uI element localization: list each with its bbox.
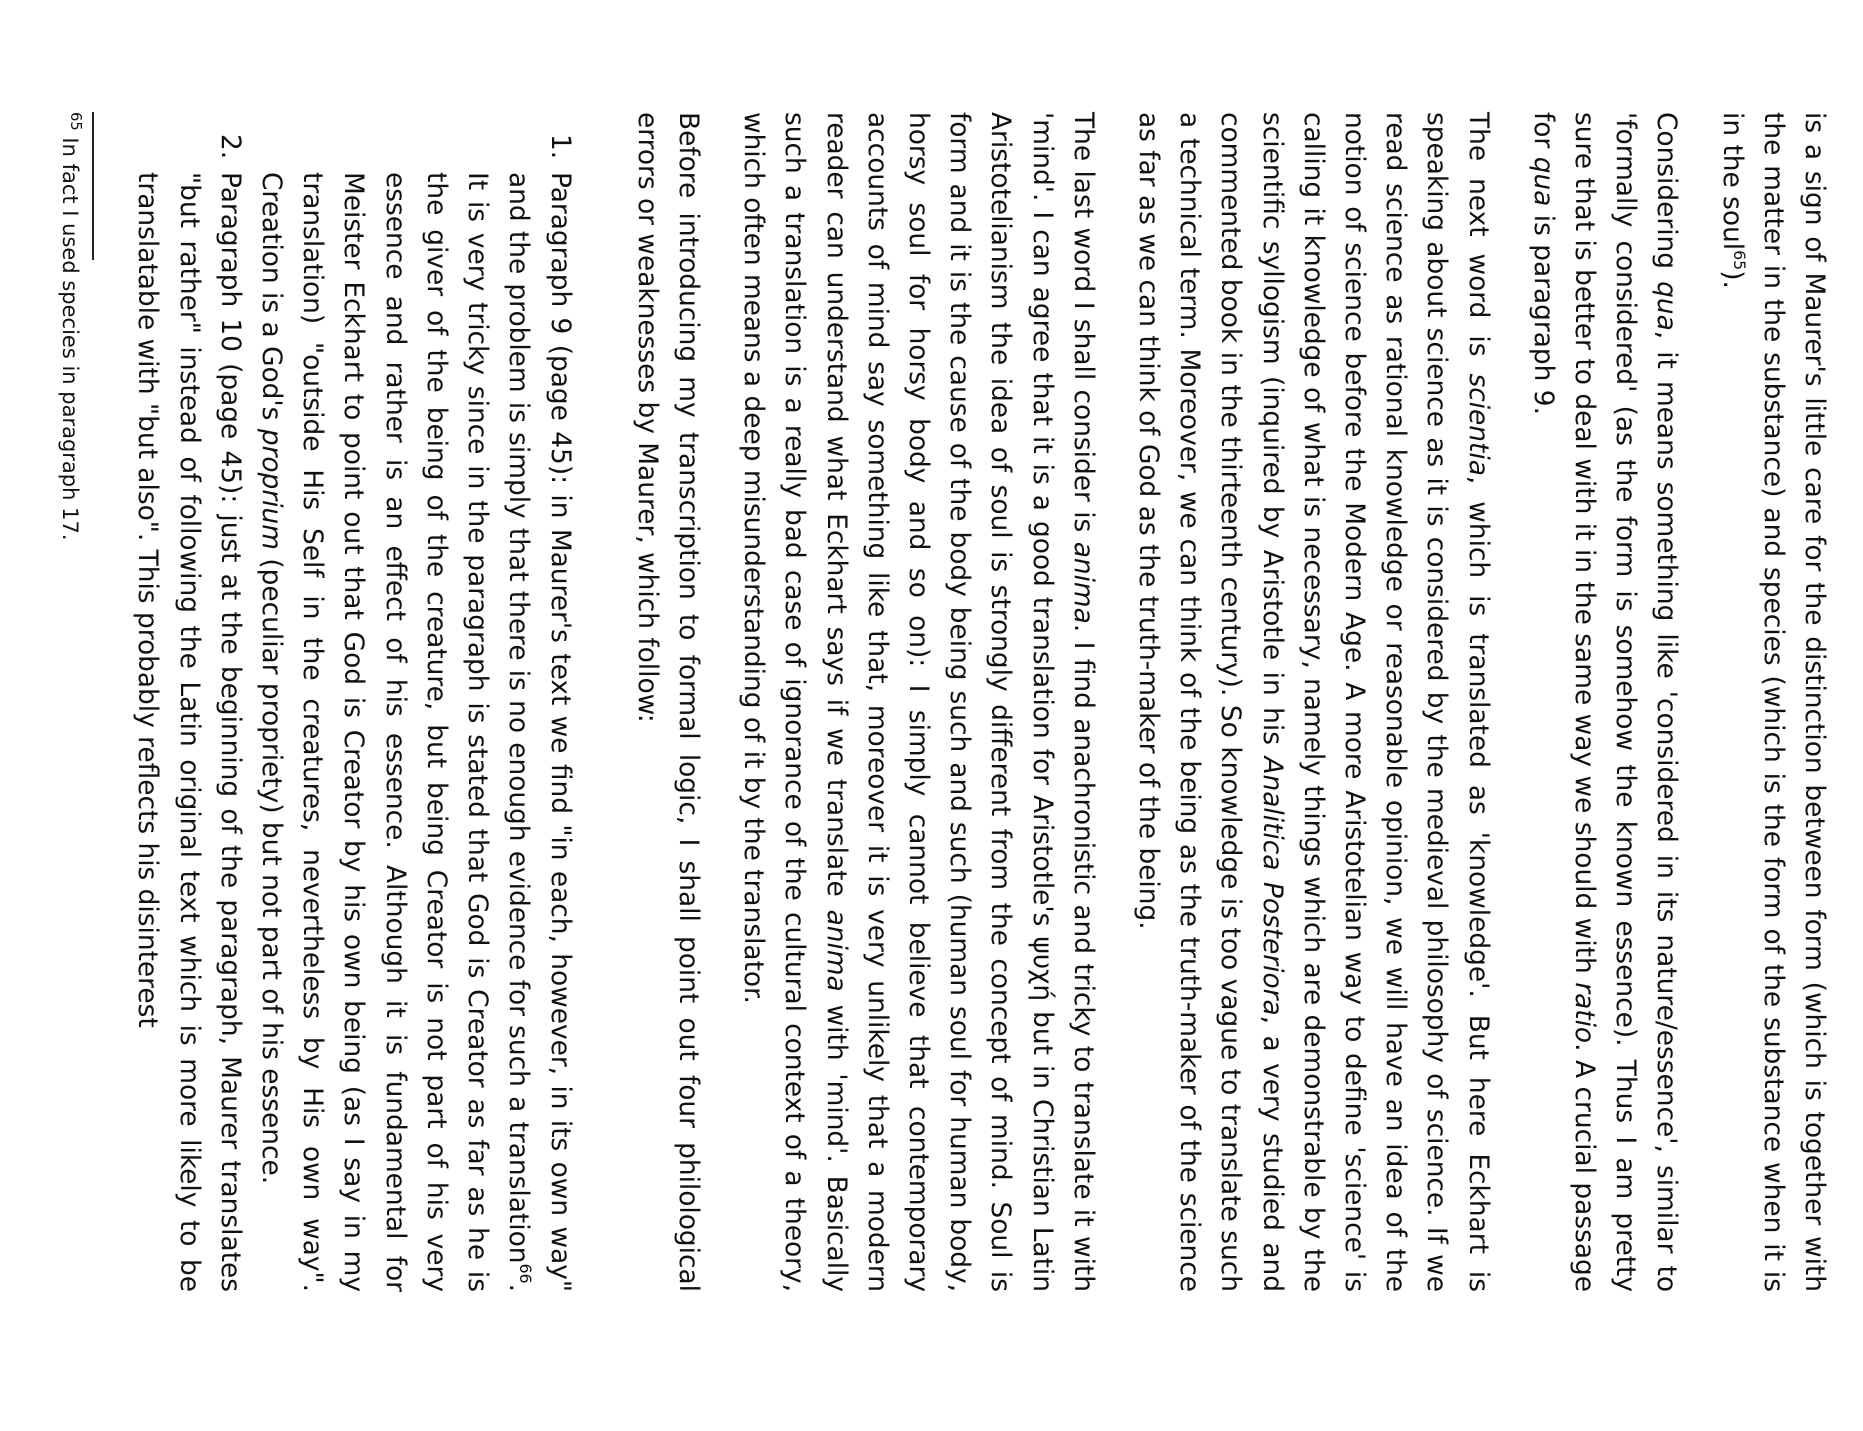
body-text bbox=[127, 112, 1835, 1292]
italic-term: proprium bbox=[256, 428, 288, 550]
italic-term: qua bbox=[1527, 156, 1559, 207]
text-span: . I find anachronistic and tricky to translate it with 'mind'. I can agree that it is a good translation for Aristotle's ψυχή but in Christian Latin Aristotelianism the idea of soul is strongly different from the concept of mind. Soul is form and it is the cause of the body being such and such (human soul for human body, horsy soul for horsy body and so on): I simply cannot believe that contemporary accounts of mind say something like that, moreover it is very unlikely that a modern reader can understand what Eckhart says if we translate bbox=[820, 112, 1099, 1292]
footnote-number: 65 bbox=[67, 112, 84, 131]
list-number: 2. bbox=[214, 134, 246, 160]
text-span: with 'mind'. Basically such a translation is a really bad case of ignorance of the cultural context of a theory, which often means a deep misunderstanding of it by the translator. bbox=[738, 112, 852, 1292]
text-span: The next word is bbox=[1462, 112, 1494, 374]
text-span: Paragraph 10 (page 45): just at the beginning of the paragraph, Maurer translates "but rather" instead of following the Latin original text which is more likely to be translatable with "but also". This probably reflects his disinterest bbox=[132, 172, 246, 1292]
errors-list bbox=[127, 112, 580, 1292]
text-span: Considering bbox=[1651, 112, 1683, 282]
footnote-ref-66[interactable]: 66 bbox=[516, 1263, 536, 1284]
italic-term: ratio bbox=[1568, 982, 1600, 1044]
text-span: , it means something like 'considered in its nature/essence', similar to 'formally considered' (as the form is somehow the known essence). Thus I am pretty sure that is better to deal with it in the same way we should with bbox=[1568, 112, 1683, 1292]
text-span: Paragraph 9 (page 45): in Maurer's text we find "in each, however, in its own way" and the problem is simply that there is no enough evidence for such a translation bbox=[503, 172, 576, 1292]
paragraph-scientia bbox=[1128, 112, 1499, 1292]
text-span: is a sign of Maurer's little care for the distinction between form (which is together with the matter in the substance) and species (which is the form of the substance when it is in the soul bbox=[1716, 112, 1830, 1292]
italic-term: anima bbox=[820, 909, 852, 992]
list-number: 1. bbox=[544, 134, 576, 160]
paragraph-anima bbox=[733, 112, 1104, 1292]
text-span: (peculiar propriety) but not part of his essence. bbox=[256, 549, 288, 1185]
paragraph-qua bbox=[1523, 112, 1688, 1292]
text-span: , a very studied and commented book in the thirteenth century). So knowledge is too vague to translate such a technical term. Moreover, we can think of the being as the truth-maker of the science as far as we can think of God as the truth-maker of the being. bbox=[1132, 112, 1288, 1292]
footnote-text: In fact I used species in paragraph 17. bbox=[58, 137, 82, 541]
footnote-divider bbox=[92, 112, 94, 260]
text-span: is paragraph 9. bbox=[1527, 206, 1559, 415]
text-span: ). bbox=[1716, 270, 1748, 289]
italic-term: qua bbox=[1651, 281, 1683, 331]
text-span: . A crucial passage for bbox=[1527, 112, 1600, 1293]
text-span: . It is very tricky since in the paragraph is stated that God is Creator as far as he is the giver of the being of the creature, but being Creator is not part of his very essence and rather is an effect of his essence. Although it is fundamental for Meister Eckhart to point out that God is Creator by his own being (as I say in my translation) "outside His Self in the creatures, nevertheless by His own way". Creation is a God's bbox=[256, 172, 535, 1292]
text-span: , which is translated as 'knowledge'. But here Eckhart is speaking about science as it is considered by the medieval philosophy of science. If we read science as rational knowledge or reasonable opinion, we will have an idea of the notion of science before the Modern Age. A more Aristotelian way to define 'science' is calling it knowledge of what is necessary, namely things which are demonstrable by the scientific syllogism (inquired by Aristotle in his bbox=[1256, 112, 1494, 1292]
list-item bbox=[127, 112, 251, 1292]
footnote-ref-65[interactable]: 65 bbox=[1729, 250, 1749, 271]
text-span: The last word I shall consider is bbox=[1067, 112, 1099, 542]
list-item bbox=[251, 112, 581, 1292]
italic-term: anima bbox=[1067, 541, 1099, 624]
paragraph-intro-errors: Before introducing my transcription to formal logic, I shall point out four philological errors or weaknesses by Maurer, which follow: bbox=[631, 112, 704, 1292]
paragraph-form-species bbox=[1711, 112, 1835, 1292]
footnote bbox=[55, 112, 85, 541]
italic-term: scientia bbox=[1462, 373, 1494, 476]
italic-term: Analitica Posteriora bbox=[1256, 756, 1288, 1016]
